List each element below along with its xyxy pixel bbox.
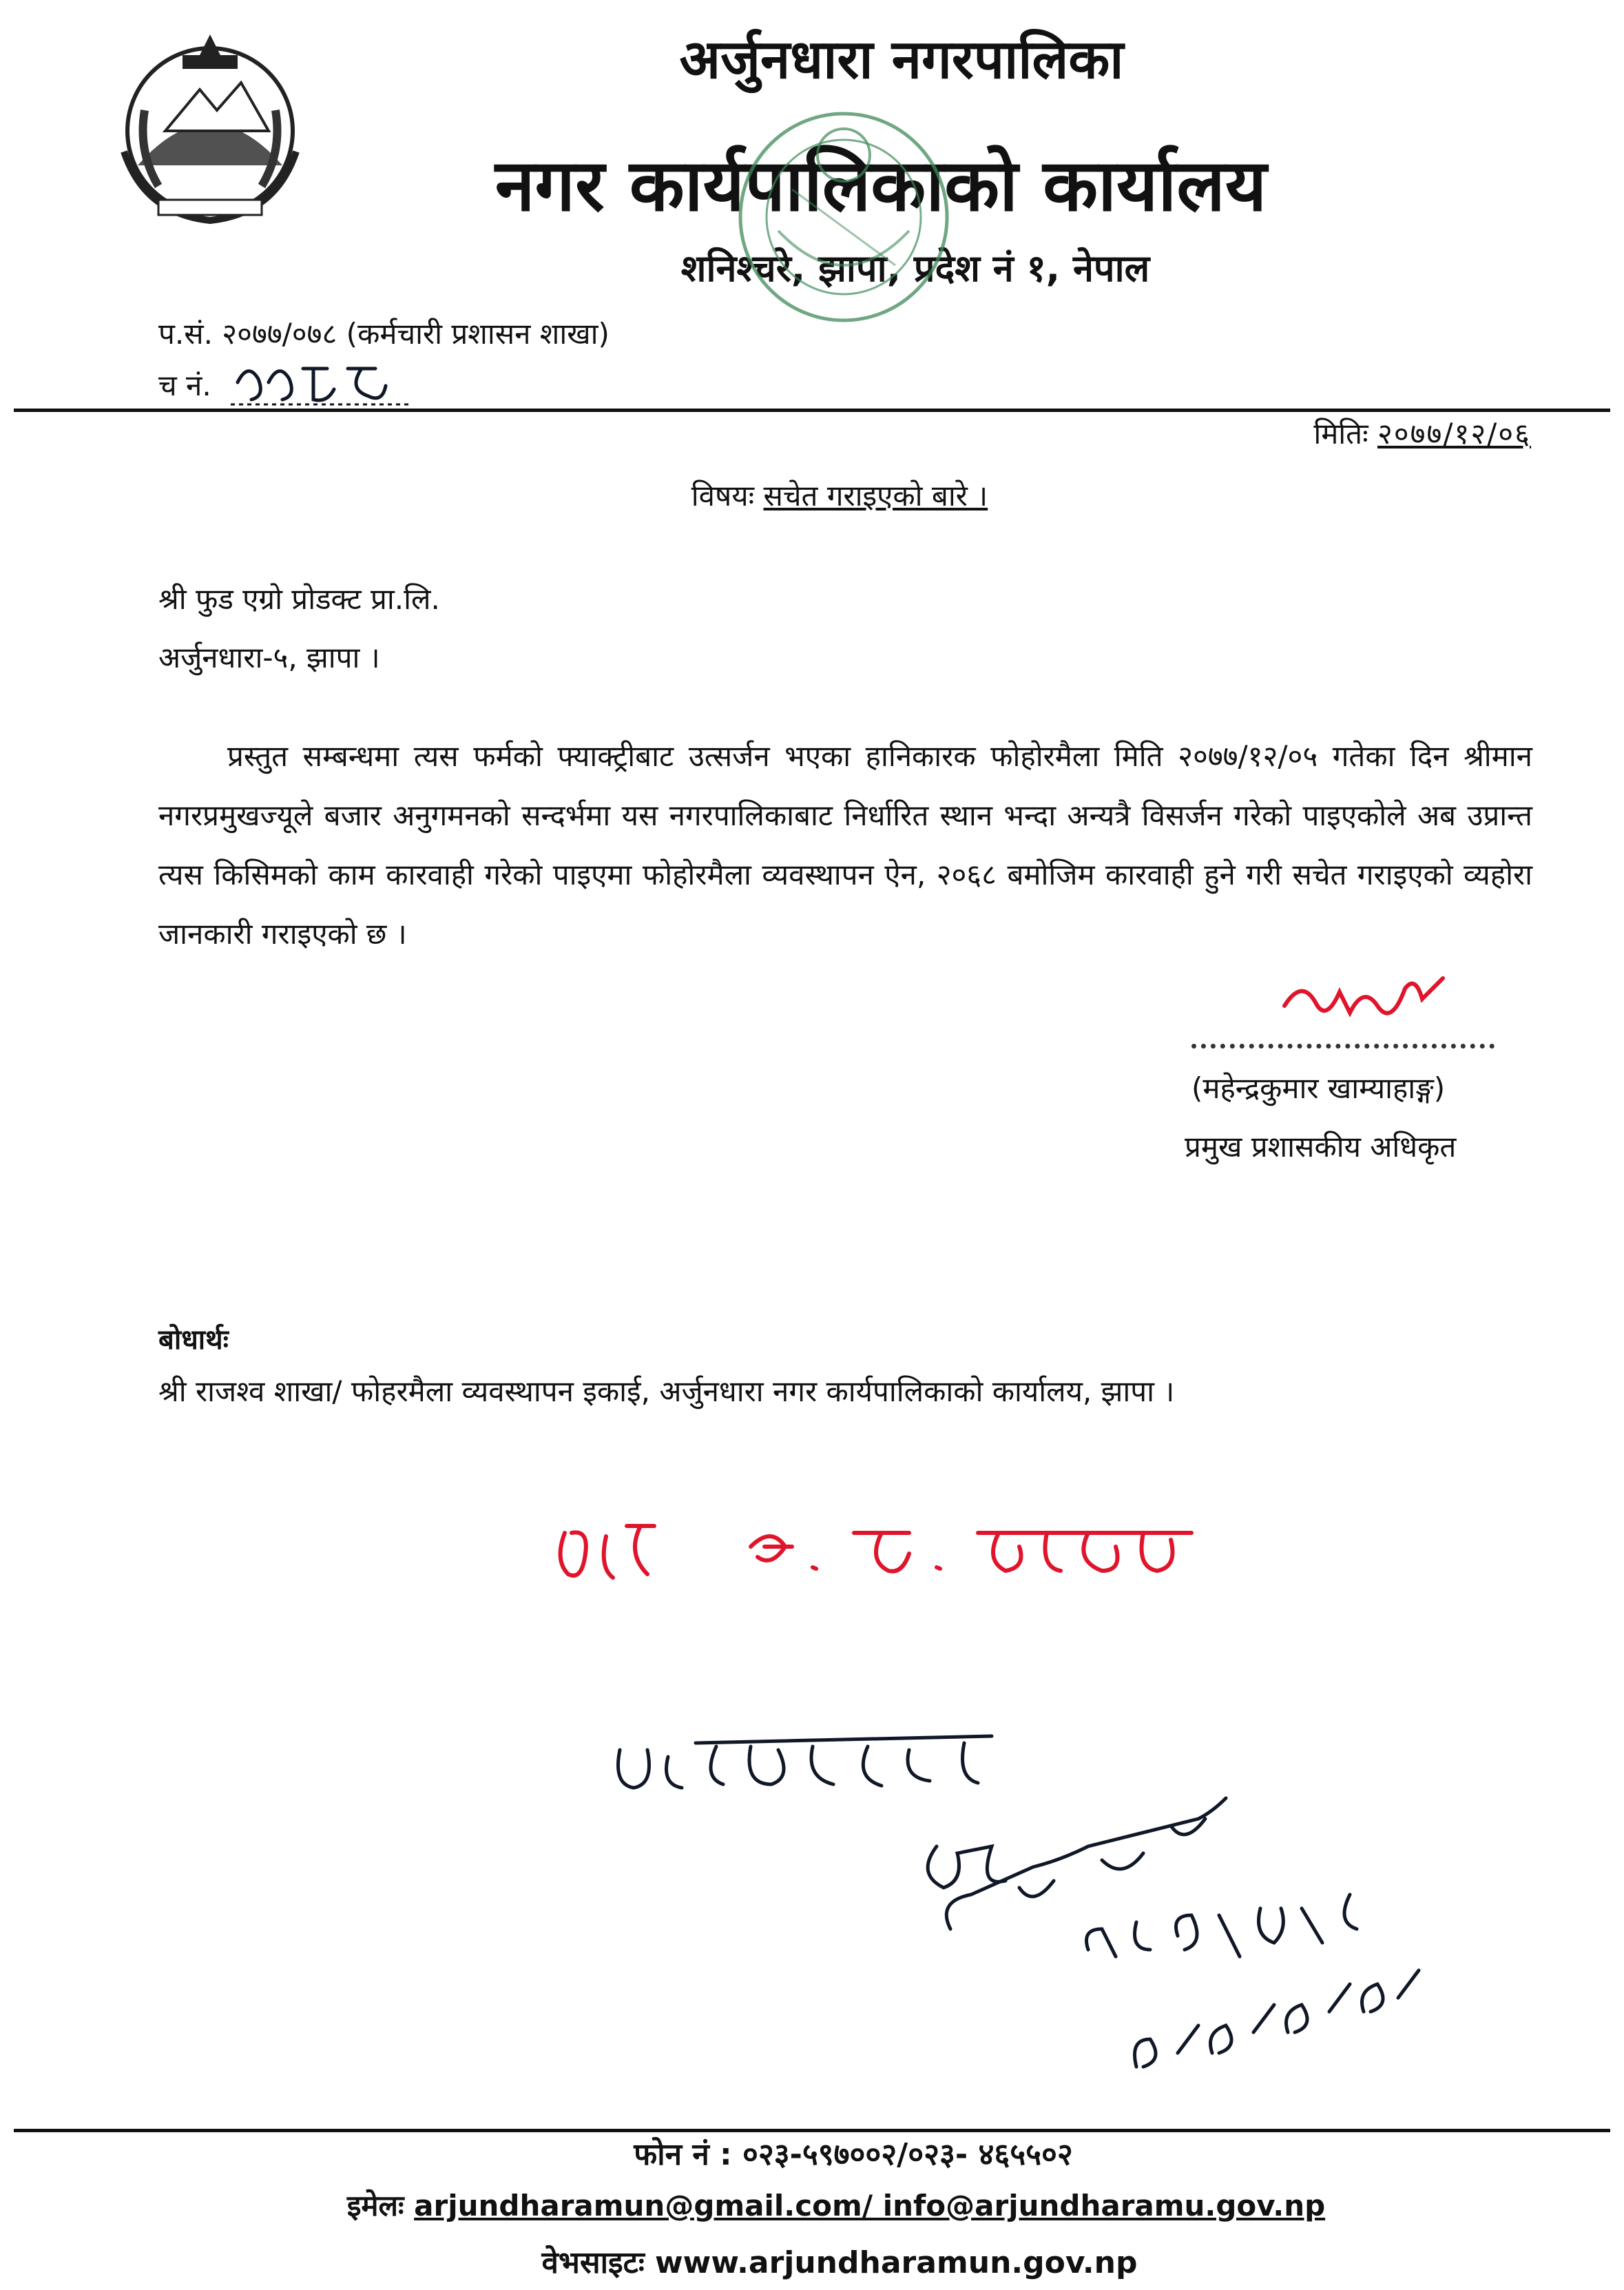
- reference-number: प.सं. २०७७/०७८ (कर्मचारी प्रशासन शाखा): [158, 317, 610, 351]
- footer-email: [0, 2185, 1624, 2225]
- email-label: इमेलः: [346, 2189, 404, 2222]
- letter-subject: [0, 475, 1624, 515]
- municipality-name: अर्जुनधारा नगरपालिका: [679, 29, 1124, 91]
- date-value: २०७७/१२/०६: [1377, 417, 1531, 451]
- signatory-name: (महेन्द्रकुमार खाम्याहाङ्ग): [1191, 1071, 1446, 1105]
- handwritten-routing-note: [551, 1505, 1205, 1595]
- subject-value: सचेत गराइएको बारे ।: [763, 479, 988, 513]
- office-stamp: [730, 93, 957, 341]
- addressee-place: अर्जुनधारा-५, झापा ।: [158, 641, 380, 674]
- handwritten-receipt-acknowledgement: [606, 1709, 1433, 2163]
- footer-website[interactable]: वेभसाइटः www.arjundharamun.gov.np: [541, 2245, 1138, 2280]
- email-link[interactable]: arjundharamun@gmail.com/ info@arjundharamu.gov.np: [414, 2189, 1326, 2222]
- office-name: नगर कार्यपालिकाको कार्यालय: [495, 143, 1267, 227]
- footer-phone: फोन नं : ०२३-५९७००२/०२३- ४६५५०२: [634, 2137, 1073, 2172]
- letter-date: [1313, 413, 1531, 453]
- office-address: शनिश्चरे, झापा, प्रदेश नं १, नेपाल: [680, 247, 1150, 290]
- dispatch-number-label: च नं.: [158, 369, 211, 402]
- cc-recipient: श्री राजश्व शाखा/ फोहरमैला व्यवस्थापन इकाई, अर्जुनधारा नगर कार्यपालिकाको कार्यालय, झापा ।: [158, 1374, 1175, 1408]
- subject-label: विषयः: [691, 479, 755, 513]
- official-signature: [1274, 965, 1460, 1033]
- date-label: मितिः: [1313, 417, 1368, 451]
- signatory-title: प्रमुख प्रशासकीय अधिकृत: [1185, 1130, 1457, 1164]
- letter-body: प्रस्तुत सम्बन्धमा त्यस फर्मको फ्याक्ट्रीबाट उत्सर्जन भएका हानिकारक फोहोरमैला मिति २०७७/१२/०५ गतेका दिन श्रीमान नगरप्रमुखज्यूले बजार अनुगमनको सन्दर्भमा यस नगरपालिकाबाट निर्धारित स्थान भन्दा अन्यत्रै विसर्जन गरेको पाइएकोले अब उप्रान्त त्यस किसिमको काम कारवाही गरेको पाइएमा फोहोरमैला व्यवस्थापन ऐन, २०६८ बमोजिम कारवाही हुने गरी सचेत गराइएको व्यहोरा जानकारी गराइएको छ ।: [158, 739, 1532, 951]
- handwritten-dispatch-number: [231, 348, 417, 410]
- signature-line: [1191, 1044, 1495, 1049]
- header-divider: [14, 409, 1610, 412]
- addressee-name: श्री फुड एग्रो प्रोडक्ट प्रा.लि.: [158, 582, 440, 616]
- cc-label: बोधार्थः: [158, 1324, 229, 1356]
